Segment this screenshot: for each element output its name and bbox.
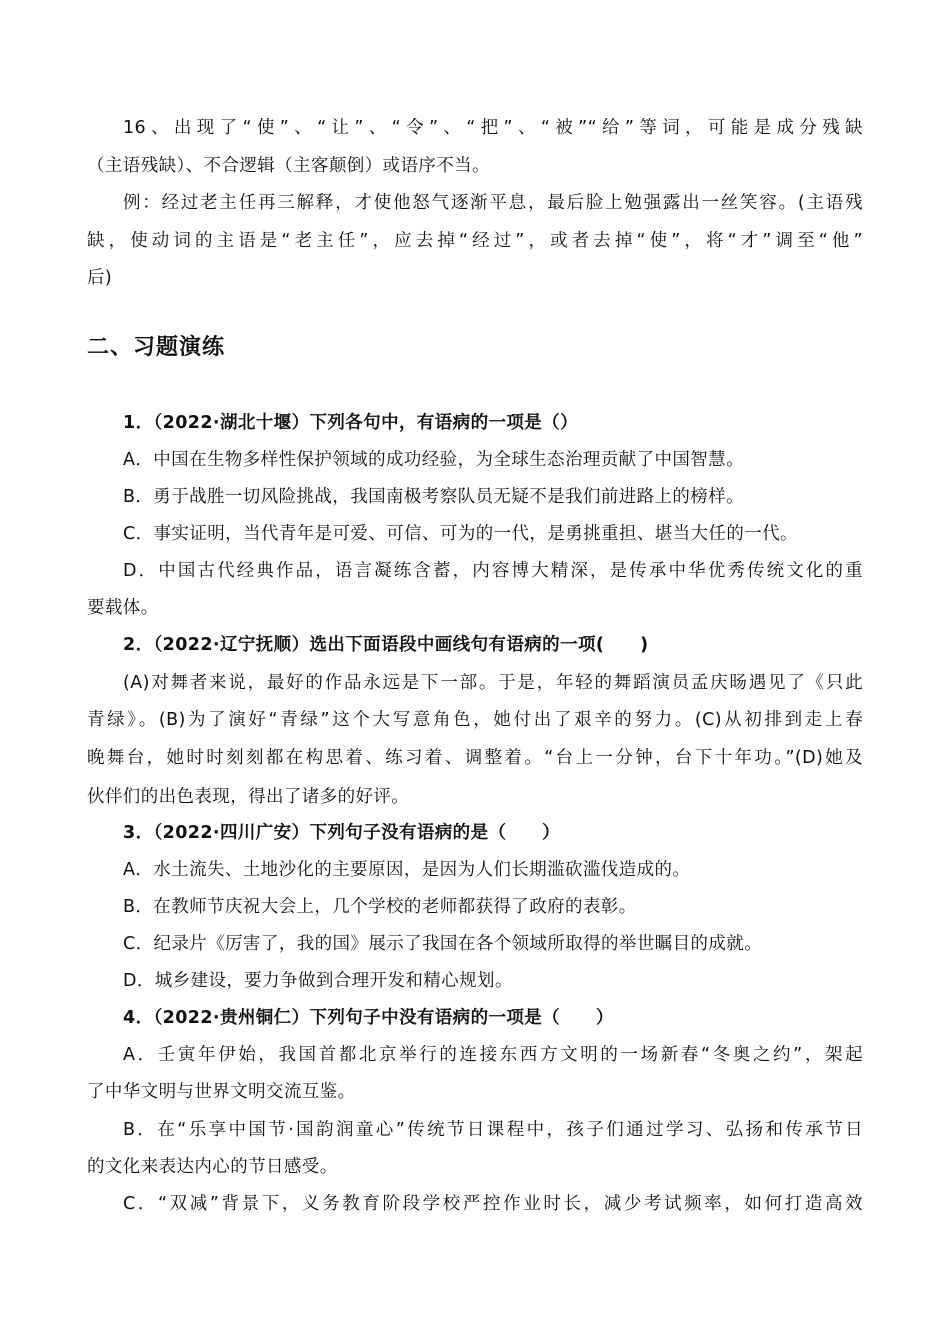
q4-option-b-line2: 的文化来表达内心的节日感受。	[87, 1157, 338, 1177]
q3-option-b: B．在教师节庆祝大会上，几个学校的老师都获得了政府的表彰。	[123, 897, 637, 917]
q1-title: 1．（2022·湖北十堰）下列各句中，有语病的一项是（）	[123, 413, 578, 433]
section-title: 二、习题演练	[87, 335, 226, 360]
rule16-example-line3: 后)	[87, 268, 113, 288]
q1-option-c: C．事实证明，当代青年是可爱、可信、可为的一代，是勇挑重担、堪当大任的一代。	[123, 524, 798, 544]
q1-option-d-line1: D．中国古代经典作品，语言凝练含蓄，内容博大精深，是传承中华优秀传统文化的重	[123, 561, 863, 581]
q3-title: 3．（2022·四川广安）下列句子没有语病的是（ ）	[123, 823, 561, 843]
rule16-line2: （主语残缺）、不合逻辑（主客颠倒）或语序不当。	[87, 156, 490, 176]
q2-passage-line1: (A)对舞者来说，最好的作品永远是下一部。于是，年轻的舞蹈演员孟庆旸遇见了《只此	[123, 673, 863, 693]
rule16-line1: 16、出现了“使”、“让”、“令”、“把”、“被”“给”等词，可能是成分残缺	[123, 118, 863, 138]
q1-option-d-line2: 要载体。	[87, 598, 159, 618]
q4-title: 4．（2022·贵州铜仁）下列句子中没有语病的一项是（ ）	[123, 1008, 614, 1028]
q4-option-a-line2: 了中华文明与世界文明交流互鉴。	[87, 1082, 356, 1102]
rule16-example-line1: 例：经过老主任再三解释，才使他怒气逐渐平息，最后脸上勉强露出一丝笑容。(主语残	[123, 193, 863, 213]
rule16-example-line2: 缺，使动词的主语是“老主任”，应去掉“经过”，或者去掉“使”，将“才”调至“他”	[87, 231, 863, 251]
q2-passage-line3: 晚舞台，她时时刻刻都在构思着、练习着、调整着。“台上一分钟，台下十年功。”(D)她及	[87, 748, 863, 768]
q2-passage-line4: 伙伴们的出色表现，得出了诸多的好评。	[87, 787, 410, 807]
q2-passage-line2: 青绿》。(B)为了演好“青绿”这个大写意角色，她付出了艰辛的努力。(C)从初排到走上春	[87, 710, 863, 730]
q4-option-a-line1: A．壬寅年伊始，我国首都北京举行的连接东西方文明的一场新春“冬奥之约”，架起	[123, 1045, 863, 1065]
q3-option-a: A．水土流失、土地沙化的主要原因，是因为人们长期滥砍滥伐造成的。	[123, 860, 691, 880]
q4-option-c-line1: C．“双减”背景下，义务教育阶段学校严控作业时长，减少考试频率，如何打造高效	[123, 1194, 863, 1214]
q1-option-b: B．勇于战胜一切风险挑战，我国南极考察队员无疑不是我们前进路上的榜样。	[123, 487, 745, 507]
q4-option-b-line1: B．在“乐享中国节·国韵润童心”传统节日课程中，孩子们通过学习、弘扬和传承节日	[123, 1120, 863, 1140]
q3-option-d: D．城乡建设，要力争做到合理开发和精心规划。	[123, 971, 513, 991]
q3-option-c: C．纪录片《厉害了，我的国》展示了我国在各个领域所取得的举世瞩目的成就。	[123, 934, 763, 954]
q2-title: 2．（2022·辽宁抚顺）选出下面语段中画线句有语病的一项( )	[123, 635, 649, 655]
q1-option-a: A．中国在生物多样性保护领域的成功经验，为全球生态治理贡献了中国智慧。	[123, 450, 744, 470]
